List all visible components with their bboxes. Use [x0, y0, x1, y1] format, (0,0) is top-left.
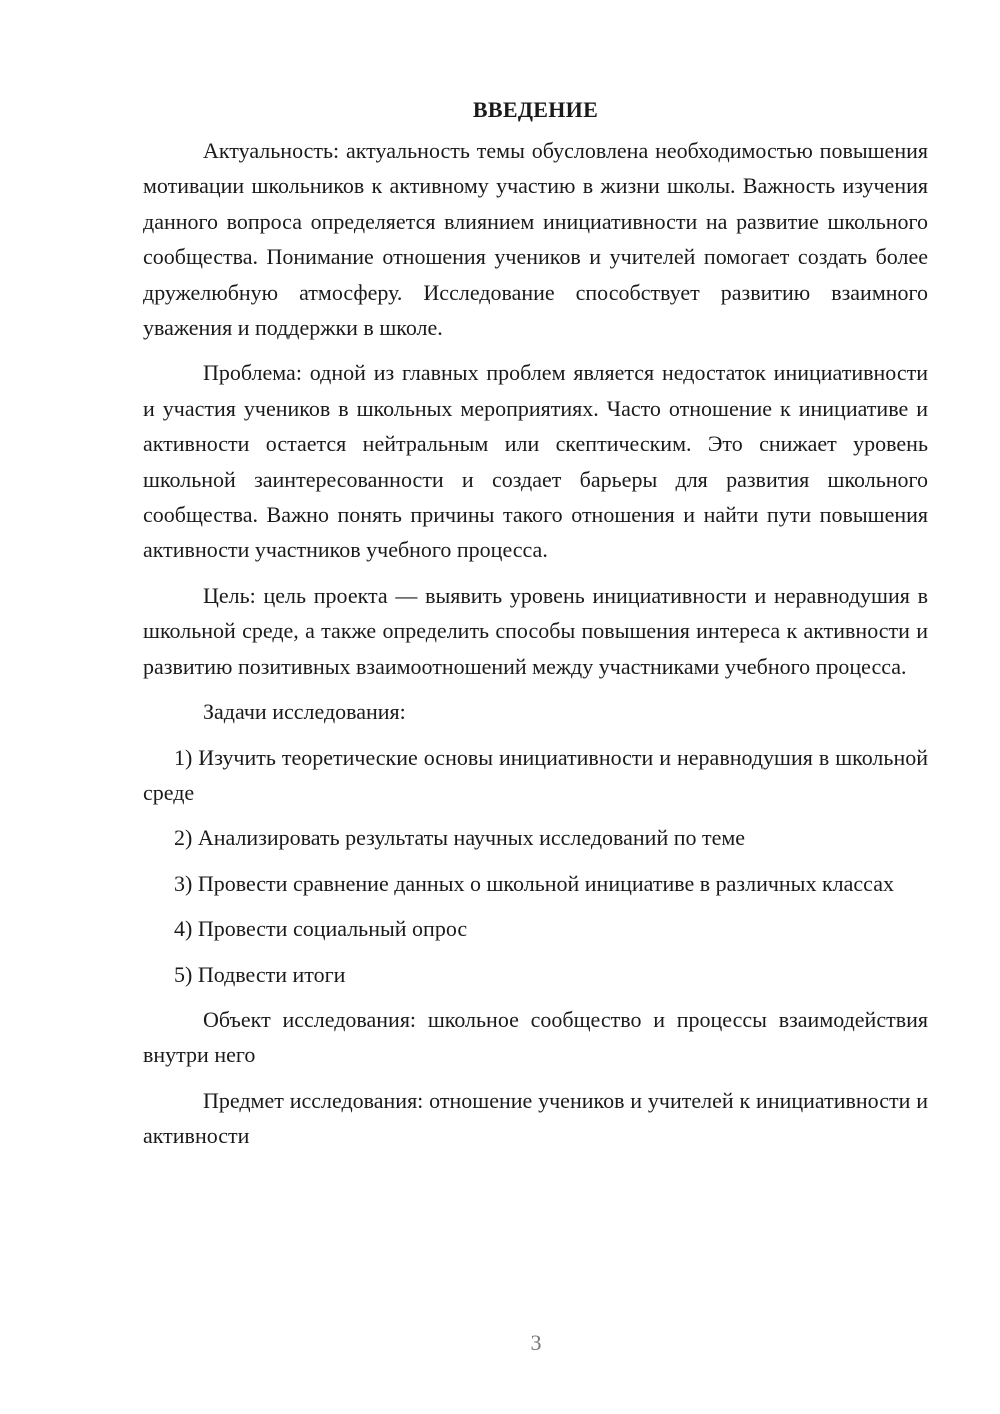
goal-paragraph: Цель: цель проекта — выявить уровень инициативности и неравнодушия в школьной среде, а также определить способы повышения интереса к активности и развитию позитивных взаимоотношений между участниками учебного процесса.: [143, 582, 928, 679]
problem-paragraph: Проблема: одной из главных проблем является недостаток инициативности и участия учеников в школьных мероприятиях. Часто отношение к инициативе и активности остается нейтральным или скептическим. Это снижает уровень школьной заинтересованности и создает барьеры для развития школьного сообщества. Важно понять причины такого отношения и найти пути повышения активности участников учебного процесса.: [143, 360, 928, 563]
relevance-paragraph: Актуальность: актуальность темы обусловлена необходимостью повышения мотивации школьников к активному участию в жизни школы. Важность изучения данного вопроса определяется влиянием инициативности на развитие школьного сообщества. Понимание отношения учеников и учителей помогает создать более дружелюбную атмосферу. Исследование способствует развитию взаимного уважения и поддержки в школе.: [143, 138, 928, 341]
list-item: 5) Подвести итоги: [174, 961, 346, 987]
list-item: 1) Изучить теоретические основы инициативности и неравнодушия в школьной среде: [143, 744, 928, 805]
list-item: 3) Провести сравнение данных о школьной инициативе в различных классах: [174, 870, 894, 896]
document-page: [143, 92, 928, 1164]
object-paragraph: Объект исследования: школьное сообщество и процессы взаимодействия внутри него: [143, 1006, 928, 1068]
section-title: ВВЕДЕНИЕ: [472, 97, 599, 122]
list-item: 4) Провести социальный опрос: [174, 916, 468, 942]
tasks-heading: Задачи исследования:: [203, 699, 406, 725]
page-number: 3: [530, 1330, 542, 1355]
tasks-list: [143, 740, 928, 992]
list-item: 2) Анализировать результаты научных исследований по теме: [174, 825, 746, 851]
subject-paragraph: Предмет исследования: отношение учеников и учителей к инициативности и активности: [143, 1087, 928, 1149]
